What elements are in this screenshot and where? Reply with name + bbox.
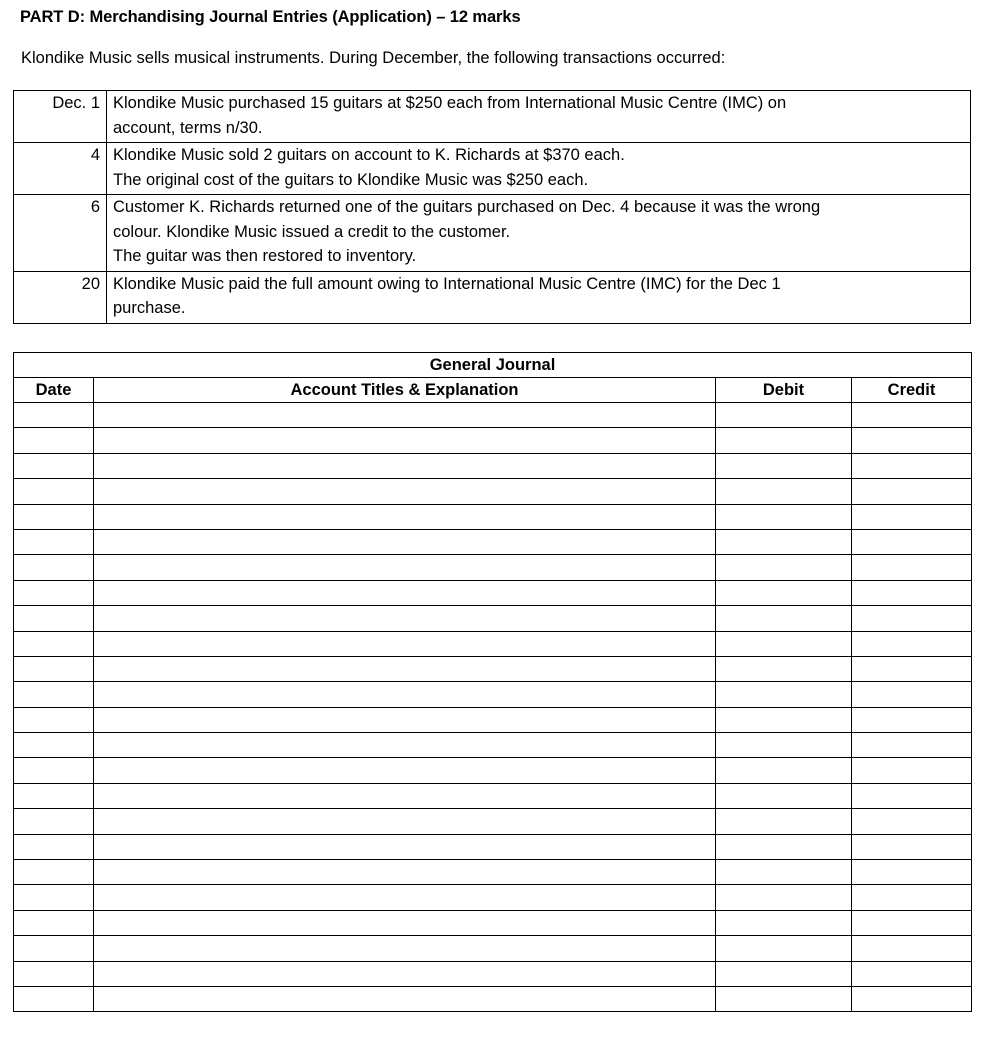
- transaction-date: 20: [14, 271, 107, 323]
- transaction-date: 6: [14, 195, 107, 272]
- journal-cell-date[interactable]: [14, 758, 94, 783]
- journal-cell-date[interactable]: [14, 733, 94, 758]
- journal-cell-account[interactable]: [94, 834, 716, 859]
- journal-cell-debit[interactable]: [716, 580, 852, 605]
- journal-cell-account[interactable]: [94, 606, 716, 631]
- journal-cell-account[interactable]: [94, 479, 716, 504]
- journal-cell-account[interactable]: [94, 453, 716, 478]
- journal-row: [14, 986, 972, 1011]
- journal-row: [14, 758, 972, 783]
- journal-row: [14, 809, 972, 834]
- journal-cell-debit[interactable]: [716, 758, 852, 783]
- journal-cell-credit[interactable]: [852, 834, 972, 859]
- transaction-row: [14, 143, 971, 195]
- transaction-description-line: The original cost of the guitars to Klondike Music was $250 each.: [113, 170, 589, 189]
- journal-cell-debit[interactable]: [716, 606, 852, 631]
- transaction-date: 4: [14, 143, 107, 195]
- page-title: PART D: Merchandising Journal Entries (Application) – 12 marks: [20, 8, 521, 26]
- journal-cell-date[interactable]: [14, 986, 94, 1011]
- journal-cell-date[interactable]: [14, 783, 94, 808]
- transaction-description-line: Klondike Music paid the full amount owing to International Music Centre (IMC) for the Dec 1: [113, 274, 781, 293]
- journal-cell-date[interactable]: [14, 656, 94, 681]
- journal-cell-account[interactable]: [94, 936, 716, 961]
- general-journal-table: [13, 352, 972, 1012]
- journal-cell-debit[interactable]: [716, 631, 852, 656]
- transaction-row: [14, 195, 971, 272]
- journal-cell-account[interactable]: [94, 758, 716, 783]
- journal-cell-date[interactable]: [14, 479, 94, 504]
- journal-cell-account[interactable]: [94, 529, 716, 554]
- journal-cell-credit[interactable]: [852, 783, 972, 808]
- journal-cell-credit[interactable]: [852, 606, 972, 631]
- journal-cell-debit[interactable]: [716, 733, 852, 758]
- journal-row: [14, 555, 972, 580]
- journal-cell-account[interactable]: [94, 555, 716, 580]
- journal-row: [14, 910, 972, 935]
- column-header-credit: Credit: [852, 378, 972, 403]
- journal-cell-credit[interactable]: [852, 479, 972, 504]
- intro-paragraph: Klondike Music sells musical instruments. During December, the following transactions occurred:: [21, 49, 726, 67]
- journal-cell-credit[interactable]: [852, 529, 972, 554]
- journal-cell-date[interactable]: [14, 606, 94, 631]
- journal-cell-date[interactable]: [14, 961, 94, 986]
- journal-header: [14, 353, 972, 403]
- transaction-description-line: account, terms n/30.: [113, 118, 263, 137]
- journal-cell-date[interactable]: [14, 860, 94, 885]
- journal-cell-account[interactable]: [94, 860, 716, 885]
- journal-cell-debit[interactable]: [716, 403, 852, 428]
- journal-cell-account[interactable]: [94, 986, 716, 1011]
- journal-cell-date[interactable]: [14, 504, 94, 529]
- journal-row: [14, 606, 972, 631]
- journal-cell-debit[interactable]: [716, 453, 852, 478]
- journal-row: [14, 428, 972, 453]
- journal-cell-credit[interactable]: [852, 733, 972, 758]
- journal-cell-credit[interactable]: [852, 428, 972, 453]
- journal-cell-date[interactable]: [14, 453, 94, 478]
- column-header-account-titles: Account Titles & Explanation: [94, 378, 716, 403]
- journal-row: [14, 961, 972, 986]
- journal-cell-credit[interactable]: [852, 403, 972, 428]
- journal-row: [14, 529, 972, 554]
- journal-cell-credit[interactable]: [852, 961, 972, 986]
- journal-cell-debit[interactable]: [716, 479, 852, 504]
- journal-cell-credit[interactable]: [852, 936, 972, 961]
- journal-cell-date[interactable]: [14, 885, 94, 910]
- journal-row: [14, 504, 972, 529]
- journal-cell-date[interactable]: [14, 631, 94, 656]
- journal-cell-account[interactable]: [94, 403, 716, 428]
- transactions-table: [13, 90, 971, 324]
- journal-cell-debit[interactable]: [716, 428, 852, 453]
- transaction-description-line: Klondike Music purchased 15 guitars at $250 each from International Music Centre (IMC) on: [113, 94, 787, 112]
- journal-cell-date[interactable]: [14, 580, 94, 605]
- journal-cell-debit[interactable]: [716, 809, 852, 834]
- journal-cell-date[interactable]: [14, 707, 94, 732]
- transaction-date: Dec. 1: [14, 91, 107, 143]
- transaction-row: [14, 91, 971, 143]
- transaction-description-line: Klondike Music sold 2 guitars on account to K. Richards at $370 each.: [113, 146, 625, 164]
- journal-row: [14, 656, 972, 681]
- journal-cell-credit[interactable]: [852, 707, 972, 732]
- journal-cell-debit[interactable]: [716, 504, 852, 529]
- transaction-description: [107, 143, 971, 195]
- journal-row: [14, 885, 972, 910]
- journal-cell-account[interactable]: [94, 885, 716, 910]
- journal-cell-account[interactable]: [94, 682, 716, 707]
- journal-cell-date[interactable]: [14, 834, 94, 859]
- transaction-description-line: purchase.: [113, 299, 186, 317]
- journal-cell-account[interactable]: [94, 809, 716, 834]
- transaction-description: [107, 271, 971, 323]
- journal-cell-debit[interactable]: [716, 961, 852, 986]
- journal-cell-debit[interactable]: [716, 783, 852, 808]
- journal-cell-credit[interactable]: [852, 631, 972, 656]
- journal-cell-date[interactable]: [14, 403, 94, 428]
- journal-title: General Journal: [14, 353, 972, 378]
- journal-cell-account[interactable]: [94, 783, 716, 808]
- journal-cell-account[interactable]: [94, 707, 716, 732]
- journal-row: [14, 403, 972, 428]
- journal-cell-credit[interactable]: [852, 580, 972, 605]
- journal-cell-account[interactable]: [94, 504, 716, 529]
- journal-cell-credit[interactable]: [852, 682, 972, 707]
- journal-cell-debit[interactable]: [716, 860, 852, 885]
- journal-cell-debit[interactable]: [716, 885, 852, 910]
- transaction-description-line: colour. Klondike Music issued a credit to the customer.: [113, 222, 511, 241]
- journal-row: [14, 783, 972, 808]
- journal-cell-debit[interactable]: [716, 656, 852, 681]
- column-header-date: Date: [14, 378, 94, 403]
- journal-cell-account[interactable]: [94, 656, 716, 681]
- transactions-body: [14, 91, 971, 324]
- journal-cell-date[interactable]: [14, 682, 94, 707]
- journal-column-header-row: [14, 378, 972, 403]
- journal-row: [14, 479, 972, 504]
- transaction-description-line: The guitar was then restored to inventory.: [113, 247, 417, 265]
- transaction-description: [107, 195, 971, 272]
- journal-cell-date[interactable]: [14, 809, 94, 834]
- journal-cell-credit[interactable]: [852, 656, 972, 681]
- journal-row: [14, 707, 972, 732]
- journal-cell-credit[interactable]: [852, 758, 972, 783]
- journal-row: [14, 834, 972, 859]
- journal-body: [14, 403, 972, 1012]
- journal-cell-date[interactable]: [14, 910, 94, 935]
- journal-cell-credit[interactable]: [852, 555, 972, 580]
- journal-cell-credit[interactable]: [852, 885, 972, 910]
- journal-cell-credit[interactable]: [852, 986, 972, 1011]
- journal-cell-date[interactable]: [14, 428, 94, 453]
- journal-cell-account[interactable]: [94, 580, 716, 605]
- journal-cell-date[interactable]: [14, 936, 94, 961]
- journal-cell-debit[interactable]: [716, 936, 852, 961]
- journal-row: [14, 453, 972, 478]
- journal-cell-credit[interactable]: [852, 860, 972, 885]
- journal-title-row: [14, 353, 972, 378]
- journal-cell-debit[interactable]: [716, 986, 852, 1011]
- journal-cell-date[interactable]: [14, 555, 94, 580]
- journal-cell-credit[interactable]: [852, 504, 972, 529]
- journal-cell-credit[interactable]: [852, 809, 972, 834]
- transaction-description: [107, 91, 971, 143]
- journal-cell-debit[interactable]: [716, 834, 852, 859]
- journal-cell-debit[interactable]: [716, 555, 852, 580]
- journal-cell-credit[interactable]: [852, 910, 972, 935]
- journal-row: [14, 733, 972, 758]
- journal-cell-account[interactable]: [94, 961, 716, 986]
- journal-cell-debit[interactable]: [716, 682, 852, 707]
- journal-row: [14, 682, 972, 707]
- journal-cell-credit[interactable]: [852, 453, 972, 478]
- journal-row: [14, 580, 972, 605]
- journal-cell-debit[interactable]: [716, 707, 852, 732]
- journal-cell-account[interactable]: [94, 428, 716, 453]
- journal-row: [14, 860, 972, 885]
- journal-cell-account[interactable]: [94, 631, 716, 656]
- journal-cell-date[interactable]: [14, 529, 94, 554]
- journal-cell-debit[interactable]: [716, 910, 852, 935]
- journal-row: [14, 631, 972, 656]
- column-header-debit: Debit: [716, 378, 852, 403]
- journal-row: [14, 936, 972, 961]
- transaction-row: [14, 271, 971, 323]
- journal-cell-account[interactable]: [94, 910, 716, 935]
- journal-cell-debit[interactable]: [716, 529, 852, 554]
- journal-cell-account[interactable]: [94, 733, 716, 758]
- transaction-description-line: Customer K. Richards returned one of the guitars purchased on Dec. 4 because it was the wrong: [113, 198, 821, 216]
